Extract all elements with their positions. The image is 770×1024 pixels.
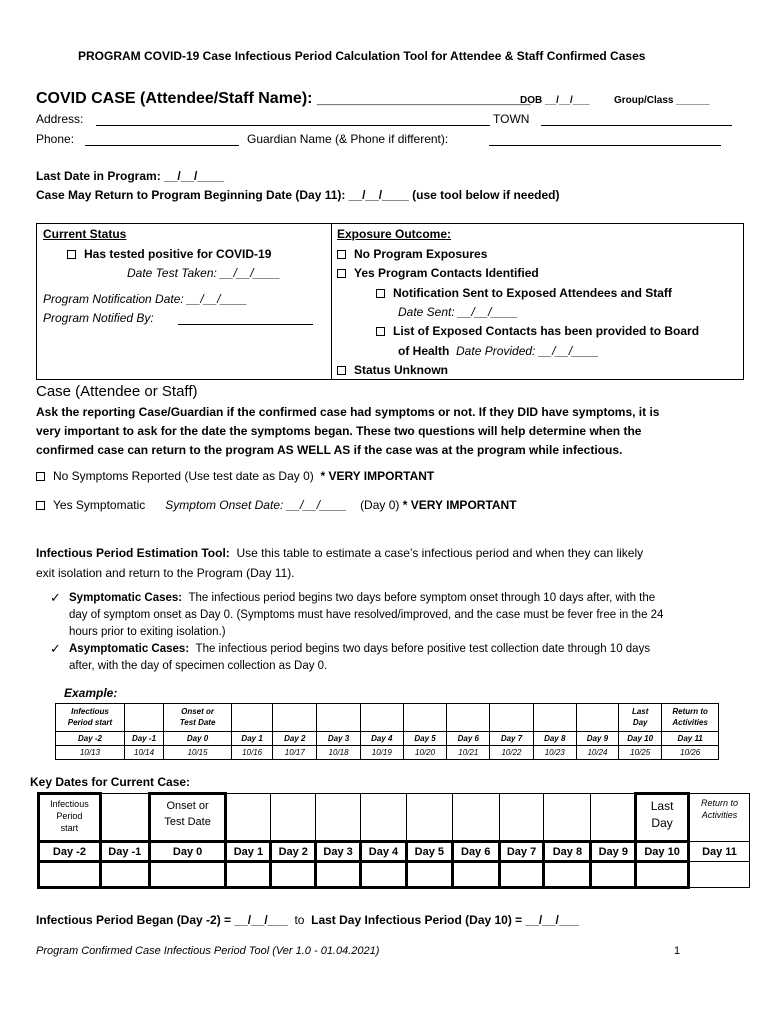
key-date-input[interactable] bbox=[149, 862, 226, 888]
checkbox-icon[interactable] bbox=[337, 269, 346, 278]
summary-line bbox=[36, 913, 579, 927]
status-divider bbox=[331, 223, 332, 380]
example-onset-test bbox=[164, 704, 232, 732]
example-cell bbox=[124, 704, 163, 732]
example-last-day bbox=[619, 704, 662, 732]
key-date-input[interactable] bbox=[591, 862, 636, 888]
phone-line[interactable] bbox=[85, 145, 239, 146]
key-cell bbox=[544, 794, 591, 842]
example-days-row bbox=[56, 732, 719, 746]
asymptomatic-text-2: after, with the day of specimen collection as Day 0. bbox=[69, 660, 328, 672]
example-day: Day 7 bbox=[490, 732, 533, 746]
example-date: 10/14 bbox=[124, 746, 163, 760]
example-date: 10/16 bbox=[232, 746, 273, 760]
no-symptoms-item[interactable] bbox=[36, 469, 434, 483]
example-date: 10/25 bbox=[619, 746, 662, 760]
example-cell bbox=[360, 704, 403, 732]
phone-label: Phone: bbox=[36, 132, 75, 146]
symptomatic-text-1: The infectious period begins two days before symptom onset through 10 days after, with the bbox=[188, 592, 656, 604]
tool-text-1: Use this table to estimate a case’s infectious period and when they can likely bbox=[236, 546, 644, 560]
case-para-2: very important to ask for the date the symptoms began. These two questions will help determine when the bbox=[36, 424, 642, 438]
example-dates-row bbox=[56, 746, 719, 760]
header-line: Return to bbox=[700, 798, 739, 808]
date-provided: Date Provided: __/__/____ bbox=[456, 344, 599, 358]
example-date: 10/19 bbox=[360, 746, 403, 760]
status-unknown-label: Status Unknown bbox=[354, 363, 449, 377]
header-line: Period start bbox=[67, 718, 113, 727]
example-date: 10/18 bbox=[317, 746, 360, 760]
key-date-input[interactable] bbox=[499, 862, 544, 888]
date-test-taken: Date Test Taken: __/__/____ bbox=[127, 266, 281, 280]
example-date: 10/26 bbox=[662, 746, 719, 760]
example-day: Day 1 bbox=[232, 732, 273, 746]
key-dates-label: Key Dates for Current Case: bbox=[30, 775, 191, 789]
date-sent: Date Sent: __/__/____ bbox=[398, 305, 519, 319]
list-provided-cont bbox=[398, 344, 599, 358]
key-cell bbox=[452, 794, 499, 842]
key-return-to bbox=[689, 794, 750, 842]
checkbox-icon[interactable] bbox=[337, 250, 346, 259]
key-day: Day 2 bbox=[271, 842, 316, 862]
header-line: Infectious bbox=[50, 799, 89, 809]
key-day: Day 11 bbox=[689, 842, 750, 862]
header-line: Last bbox=[650, 799, 674, 813]
example-date: 10/21 bbox=[447, 746, 490, 760]
symptomatic-label: Symptomatic Cases: bbox=[69, 592, 183, 604]
key-day: Day 1 bbox=[226, 842, 271, 862]
checkbox-icon[interactable] bbox=[376, 327, 385, 336]
example-cell bbox=[232, 704, 273, 732]
asymptomatic-label: Asymptomatic Cases: bbox=[69, 643, 190, 655]
example-day: Day 6 bbox=[447, 732, 490, 746]
period-began: Infectious Period Began (Day -2) = __/__/___ bbox=[36, 913, 288, 927]
key-dates-input-row bbox=[39, 862, 750, 888]
example-date: 10/17 bbox=[273, 746, 317, 760]
board-of-health-label: of Health bbox=[398, 344, 450, 358]
current-status-title: Current Status bbox=[43, 227, 127, 241]
example-day: Day 2 bbox=[273, 732, 317, 746]
key-date-input[interactable] bbox=[100, 862, 149, 888]
return-date-label: Case May Return to Program Beginning Date (Day 11): __/__/____ (use tool below if needed) bbox=[36, 188, 560, 202]
example-cell bbox=[576, 704, 618, 732]
header-line: Day bbox=[651, 816, 673, 830]
key-day: Day -2 bbox=[39, 842, 101, 862]
key-cell bbox=[591, 794, 636, 842]
header-line: Test Date bbox=[179, 718, 216, 727]
no-symptoms-label: No Symptoms Reported (Use test date as Day 0) bbox=[53, 469, 314, 483]
checkbox-icon[interactable] bbox=[337, 366, 346, 375]
list-provided-item[interactable] bbox=[376, 324, 699, 338]
guardian-line[interactable] bbox=[489, 145, 721, 146]
key-date-input[interactable] bbox=[636, 862, 689, 888]
example-infectious-start bbox=[56, 704, 125, 732]
asymptomatic-line-1 bbox=[69, 641, 650, 658]
checkbox-icon[interactable] bbox=[376, 289, 385, 298]
key-cell bbox=[499, 794, 544, 842]
header-line: Onset or bbox=[181, 707, 214, 716]
list-provided-label: List of Exposed Contacts has been provided to Board bbox=[393, 324, 700, 338]
asymptomatic-text-1: The infectious period begins two days before positive test collection date through 10 days bbox=[195, 643, 651, 655]
example-date: 10/15 bbox=[164, 746, 232, 760]
example-day: Day 5 bbox=[403, 732, 446, 746]
address-line[interactable] bbox=[96, 125, 490, 126]
example-date: 10/24 bbox=[576, 746, 618, 760]
notified-by-line[interactable] bbox=[178, 324, 313, 325]
header-line: Return to bbox=[672, 707, 708, 716]
footer-text: Program Confirmed Case Infectious Period Tool (Ver 1.0 - 01.04.2021) bbox=[36, 945, 380, 957]
example-cell bbox=[317, 704, 360, 732]
last-date-label: Last Date in Program: __/__/____ bbox=[36, 169, 225, 183]
to-label: to bbox=[294, 913, 305, 927]
example-day: Day 10 bbox=[619, 732, 662, 746]
tested-positive-label: Has tested positive for COVID-19 bbox=[84, 247, 272, 261]
header-line: Activities bbox=[701, 810, 738, 820]
group-class-label: Group/Class ______ bbox=[614, 95, 710, 106]
very-important-note: * VERY IMPORTANT bbox=[320, 469, 435, 483]
key-date-input[interactable] bbox=[271, 862, 316, 888]
checkbox-icon[interactable] bbox=[36, 501, 45, 510]
guardian-label: Guardian Name (& Phone if different): bbox=[247, 132, 449, 146]
symptom-onset-date: Symptom Onset Date: __/__/____ bbox=[165, 498, 347, 512]
key-day: Day 9 bbox=[591, 842, 636, 862]
example-label: Example: bbox=[64, 686, 118, 700]
onset-day-label: (Day 0) bbox=[360, 498, 400, 512]
program-notification-date: Program Notification Date: __/__/____ bbox=[43, 292, 248, 306]
exposure-outcome-title: Exposure Outcome: bbox=[337, 227, 452, 241]
example-cell bbox=[533, 704, 576, 732]
key-date-input[interactable] bbox=[406, 862, 452, 888]
contacts-identified-label: Yes Program Contacts Identified bbox=[354, 266, 539, 280]
very-important-note: * VERY IMPORTANT bbox=[402, 498, 517, 512]
tool-text-2: exit isolation and return to the Program (Day 11). bbox=[36, 566, 295, 580]
program-notified-by: Program Notified By: bbox=[43, 311, 154, 325]
header-line: Onset or bbox=[166, 800, 209, 812]
example-cell bbox=[490, 704, 533, 732]
symptomatic-line-1 bbox=[69, 590, 655, 607]
checkmark-icon: ✓ bbox=[50, 590, 61, 605]
last-day-infectious: Last Day Infectious Period (Day 10) = __/__/___ bbox=[311, 913, 579, 927]
example-day: Day 4 bbox=[360, 732, 403, 746]
case-para-1: Ask the reporting Case/Guardian if the confirmed case had symptoms or not. If they DID have symptoms, it is bbox=[36, 405, 660, 419]
town-line[interactable] bbox=[541, 125, 732, 126]
key-day: Day 3 bbox=[316, 842, 361, 862]
key-date-input[interactable] bbox=[452, 862, 499, 888]
key-date-input[interactable] bbox=[689, 862, 750, 888]
example-day: Day -1 bbox=[124, 732, 163, 746]
key-cell bbox=[361, 794, 407, 842]
example-date: 10/23 bbox=[533, 746, 576, 760]
key-days-row bbox=[39, 842, 750, 862]
no-exposures-item[interactable] bbox=[337, 247, 487, 261]
page-number: 1 bbox=[674, 945, 681, 957]
address-label: Address: bbox=[36, 112, 84, 126]
header-line: Infectious bbox=[71, 707, 109, 716]
key-infectious-start bbox=[39, 794, 101, 842]
key-day: Day 8 bbox=[544, 842, 591, 862]
tested-positive-item[interactable] bbox=[67, 247, 271, 261]
key-day: Day 5 bbox=[406, 842, 452, 862]
example-cell bbox=[447, 704, 490, 732]
key-cell bbox=[271, 794, 316, 842]
town-label: TOWN bbox=[493, 112, 530, 126]
header-line: Last bbox=[631, 707, 649, 716]
yes-symptomatic-label: Yes Symptomatic bbox=[53, 498, 146, 512]
example-date: 10/13 bbox=[56, 746, 125, 760]
notification-sent-item[interactable] bbox=[376, 286, 672, 300]
key-date-input[interactable] bbox=[39, 862, 101, 888]
key-date-input[interactable] bbox=[226, 862, 271, 888]
checkbox-icon[interactable] bbox=[67, 250, 76, 259]
example-cell bbox=[273, 704, 317, 732]
case-section-title: Case (Attendee or Staff) bbox=[36, 383, 198, 400]
example-table bbox=[55, 703, 719, 760]
header-line: start bbox=[60, 823, 79, 833]
no-exposures-label: No Program Exposures bbox=[354, 247, 488, 261]
example-day: Day 8 bbox=[533, 732, 576, 746]
example-day: Day 0 bbox=[164, 732, 232, 746]
notification-sent-label: Notification Sent to Exposed Attendees and Staff bbox=[393, 286, 672, 300]
example-day: Day -2 bbox=[56, 732, 125, 746]
key-date-input[interactable] bbox=[361, 862, 407, 888]
example-date: 10/22 bbox=[490, 746, 533, 760]
page-title: PROGRAM COVID-19 Case Infectious Period Calculation Tool for Attendee & Staff Confirmed Cases bbox=[78, 49, 646, 63]
symptomatic-text-2: day of symptom onset as Day 0. (Symptoms must have resolved/improved, and the case must be fever free in the 24 bbox=[69, 609, 664, 621]
key-day: Day 10 bbox=[636, 842, 689, 862]
key-date-input[interactable] bbox=[316, 862, 361, 888]
contacts-identified-item[interactable] bbox=[337, 266, 539, 280]
example-day: Day 3 bbox=[317, 732, 360, 746]
header-line: Test Date bbox=[164, 816, 211, 828]
symptomatic-text-3: hours prior to exiting isolation.) bbox=[69, 626, 226, 638]
case-para-3: confirmed case can return to the program AS WELL AS if the case was at the program while infectious. bbox=[36, 443, 623, 457]
example-return-to bbox=[662, 704, 719, 732]
checkmark-icon: ✓ bbox=[50, 641, 61, 656]
header-line: Day bbox=[632, 718, 648, 727]
key-last-day bbox=[636, 794, 689, 842]
key-day: Day 7 bbox=[499, 842, 544, 862]
key-day: Day 0 bbox=[149, 842, 226, 862]
example-date: 10/20 bbox=[403, 746, 446, 760]
key-cell bbox=[100, 794, 149, 842]
key-day: Day 6 bbox=[452, 842, 499, 862]
status-unknown-item[interactable] bbox=[337, 363, 448, 377]
example-day: Day 9 bbox=[576, 732, 618, 746]
key-date-input[interactable] bbox=[544, 862, 591, 888]
checkbox-icon[interactable] bbox=[36, 472, 45, 481]
dob-label: DOB __/__/___ bbox=[520, 95, 590, 106]
key-dates-table bbox=[37, 792, 750, 889]
key-cell bbox=[226, 794, 271, 842]
header-line: Period bbox=[56, 811, 83, 821]
key-cell bbox=[316, 794, 361, 842]
key-day: Day -1 bbox=[100, 842, 149, 862]
tool-label: Infectious Period Estimation Tool: bbox=[36, 546, 230, 560]
key-day: Day 4 bbox=[361, 842, 407, 862]
example-day: Day 11 bbox=[662, 732, 719, 746]
key-cell bbox=[406, 794, 452, 842]
key-onset-test bbox=[149, 794, 226, 842]
case-name-label: COVID CASE (Attendee/Staff Name): ________________________ bbox=[36, 90, 531, 107]
header-line: Activities bbox=[672, 718, 708, 727]
tool-heading bbox=[36, 546, 643, 560]
yes-symptomatic-item[interactable] bbox=[36, 498, 517, 512]
example-cell bbox=[403, 704, 446, 732]
